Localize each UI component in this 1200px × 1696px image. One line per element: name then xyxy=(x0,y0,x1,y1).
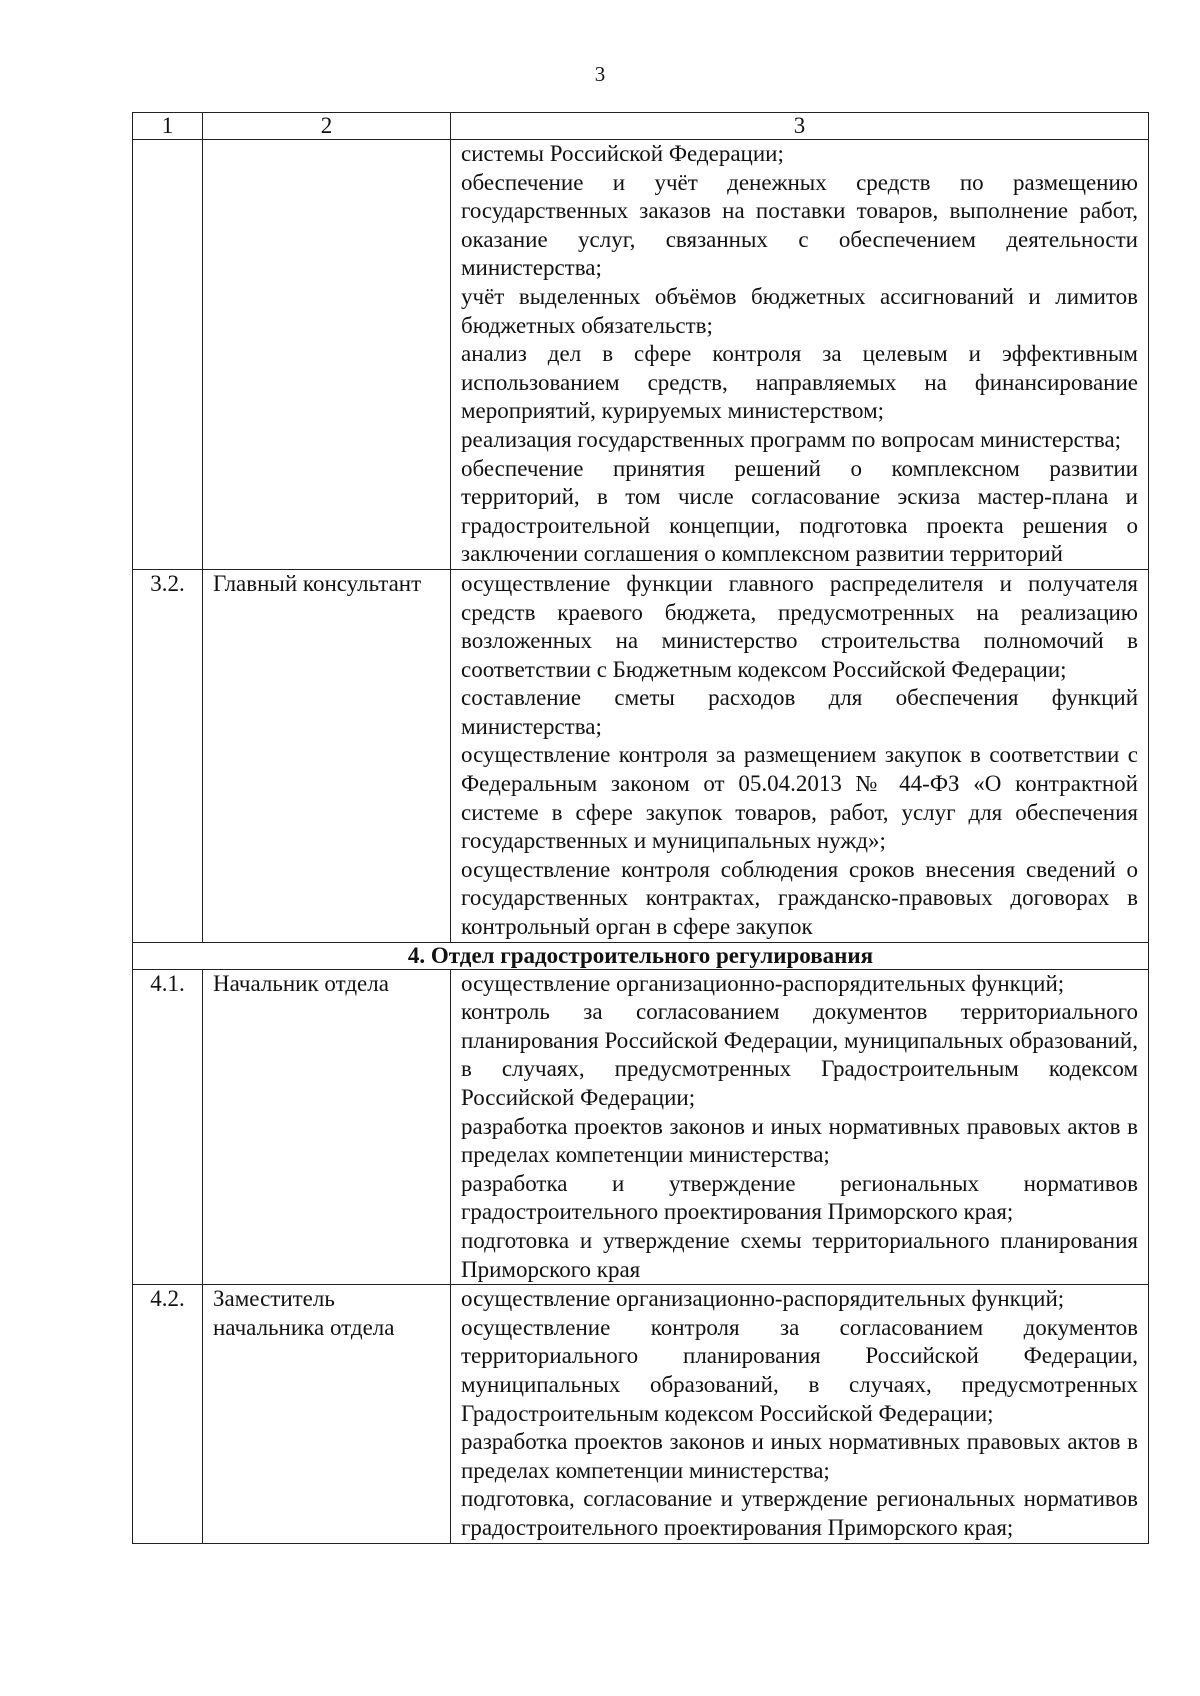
duty-item: осуществление функции главного распределителя и получателя средств краевого бюджета, предусмотренных на реализацию возложенных на министерство строительства полномочий в соответствии с Бюджетным кодексом Российской Федерации; xyxy=(461,570,1138,682)
row-number: 4.2. xyxy=(133,1285,203,1543)
table-row-continuation xyxy=(133,140,1149,570)
role-title: Начальник отдела xyxy=(203,969,451,1285)
duty-item: разработка и утверждение региональных нормативов градостроительного проектирования Приморского края; xyxy=(461,1170,1138,1225)
duty-item: подготовка и утверждение схемы территориального планирования Приморского края xyxy=(461,1227,1138,1282)
role-title: Главный консультант xyxy=(203,569,451,942)
table-row-4-2 xyxy=(133,1285,1149,1543)
table-row-3-2 xyxy=(133,569,1149,942)
table-header-row xyxy=(133,113,1149,140)
duties-cell xyxy=(451,569,1149,942)
row-number: 4.1. xyxy=(133,969,203,1285)
duty-item: подготовка, согласование и утверждение региональных нормативов градостроительного проектирования Приморского края; xyxy=(461,1486,1138,1540)
duty-item: составление сметы расходов для обеспечения функций министерства; xyxy=(461,685,1138,739)
page-number: 3 xyxy=(594,62,606,86)
duty-item: осуществление контроля за согласованием документов территориального планирования Российской Федерации, муниципальных образований, в случаях, предусмотренных Градостроительным кодексом Российской Федерации; xyxy=(461,1314,1138,1426)
column-header-3: 3 xyxy=(451,113,1149,140)
role-title: Заместитель начальника отдела xyxy=(203,1285,451,1543)
duty-item: разработка проектов законов и иных нормативных правовых актов в пределах компетенции министерства; xyxy=(461,1429,1138,1483)
duty-item: контроль за согласованием документов территориального планирования Российской Федерации, муниципальных образований, в случаях, предусмотренных Градостроительным кодексом Российской Федерации; xyxy=(461,999,1138,1110)
duties-cell xyxy=(451,969,1149,1285)
duty-item: учёт выделенных объёмов бюджетных ассигнований и лимитов бюджетных обязательств; xyxy=(461,283,1138,338)
duties-cell xyxy=(451,140,1149,570)
column-header-2: 2 xyxy=(203,113,451,140)
duty-item: реализация государственных программ по вопросам министерства; xyxy=(461,426,1122,452)
duty-item: осуществление контроля соблюдения сроков внесения сведений о государственных контрактах, гражданско-правовых договорах в контрольный орган в сфере закупок xyxy=(461,856,1138,940)
section-row-4 xyxy=(133,942,1149,969)
role-cell xyxy=(203,140,451,570)
duty-item: осуществление организационно-распорядительных функций; xyxy=(461,1286,1065,1312)
row-number-cell xyxy=(133,140,203,570)
row-number: 3.2. xyxy=(133,569,203,942)
duty-item: обеспечение и учёт денежных средств по размещению государственных заказов на поставки товаров, выполнение работ, оказание услуг, связанных с обеспечением деятельности министерства; xyxy=(461,169,1138,281)
duty-item: анализ дел в сфере контроля за целевым и эффективным использованием средств, направляемых на финансирование мероприятий, курируемых министерством; xyxy=(461,341,1138,424)
duties-table xyxy=(132,112,1149,1544)
section-title: 4. Отдел градостроительного регулирования xyxy=(133,942,1149,969)
duty-item: осуществление контроля за размещением закупок в соответствии с Федеральным законом от 05.04.2013 № 44-ФЗ «О контрактной системе в сфере закупок товаров, работ, услуг для обеспечения государственных и муниципальных нужд»; xyxy=(461,742,1138,854)
duty-item: системы Российской Федерации; xyxy=(461,141,784,166)
duty-item: разработка проектов законов и иных нормативных правовых актов в пределах компетенции министерства; xyxy=(461,1113,1138,1168)
duties-cell xyxy=(451,1285,1149,1543)
table-row-4-1 xyxy=(133,969,1149,1285)
duty-item: обеспечение принятия решений о комплексном развитии территорий, в том числе согласование эскиза мастер-плана и градостроительной концепции, подготовка проекта решения о заключении соглашения о комплексном развитии территорий xyxy=(461,455,1138,567)
duty-item: осуществление организационно-распорядительных функций; xyxy=(461,970,1065,996)
column-header-1: 1 xyxy=(133,113,203,140)
